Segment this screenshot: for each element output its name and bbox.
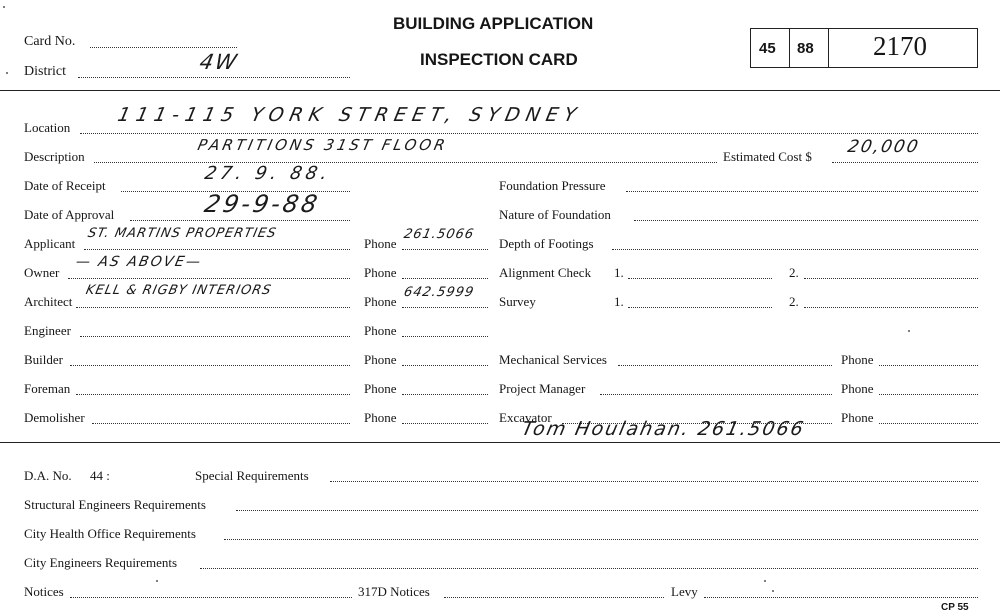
architect-label: Architect — [24, 294, 73, 309]
excavator-label: Excavator — [499, 410, 552, 425]
317d-notices-label: 317D Notices — [358, 584, 430, 599]
owner-value: — AS ABOVE— — [74, 254, 204, 270]
district-line — [78, 77, 350, 78]
foreman-line — [76, 394, 350, 395]
mechanical-services-phone-line — [879, 365, 978, 366]
owner-phone-line — [402, 278, 488, 279]
alignment-check-line2 — [804, 278, 978, 279]
ref-box-3-value: 2170 — [873, 31, 927, 61]
location-line — [80, 133, 978, 134]
notices-line — [70, 597, 352, 598]
date-of-receipt-label: Date of Receipt — [24, 178, 106, 193]
card-title-line2: INSPECTION CARD — [420, 50, 578, 69]
nature-of-foundation-line — [634, 220, 978, 221]
applicant-phone-value: 261.5066 — [402, 227, 476, 242]
applicant-value: ST. MARTINS PROPERTIES — [86, 226, 278, 241]
scan-speck — [3, 6, 5, 8]
alignment-check-label: Alignment Check — [499, 265, 592, 280]
excavator-value: Tom Houlahan. 261.5066 — [519, 418, 808, 440]
applicant-phone-label: Phone — [364, 236, 397, 251]
scan-speck — [772, 590, 774, 592]
project-manager-phone-label: Phone — [841, 381, 874, 396]
ref-box-1-value: 45 — [759, 40, 776, 57]
da-no-label: D.A. No. — [24, 468, 72, 483]
applicant-label: Applicant — [24, 236, 76, 251]
mechanical-services-label: Mechanical Services — [499, 352, 607, 367]
description-line — [94, 162, 717, 163]
levy-line — [704, 597, 978, 598]
demolisher-label: Demolisher — [24, 410, 85, 425]
317d-notices-line — [444, 597, 664, 598]
mechanical-services-phone-label: Phone — [841, 352, 874, 367]
owner-label: Owner — [24, 265, 60, 280]
builder-phone-line — [402, 365, 488, 366]
architect-line — [76, 307, 350, 308]
estimated-cost-label: Estimated Cost $ — [723, 149, 812, 164]
header-divider — [0, 90, 1000, 91]
engineer-phone-line — [402, 336, 488, 337]
city-engineers-line — [200, 568, 978, 569]
description-value: PARTITIONS 31ST FLOOR — [196, 136, 450, 154]
owner-line — [68, 278, 350, 279]
engineer-label: Engineer — [24, 323, 71, 338]
foreman-label: Foreman — [24, 381, 71, 396]
city-health-label: City Health Office Requirements — [24, 526, 196, 541]
date-of-approval-label: Date of Approval — [24, 207, 115, 222]
card-no-label: Card No. — [24, 34, 76, 49]
depth-of-footings-line — [612, 249, 978, 250]
city-health-line — [224, 539, 978, 540]
lower-divider — [0, 442, 1000, 443]
demolisher-line — [92, 423, 350, 424]
applicant-line — [84, 249, 350, 250]
survey-num1: 1. — [614, 294, 624, 309]
structural-engineers-line — [236, 510, 978, 511]
foreman-phone-label: Phone — [364, 381, 397, 396]
demolisher-phone-label: Phone — [364, 410, 397, 425]
excavator-phone-label: Phone — [841, 410, 874, 425]
owner-phone-label: Phone — [364, 265, 397, 280]
alignment-check-num1: 1. — [614, 265, 624, 280]
engineer-phone-label: Phone — [364, 323, 397, 338]
survey-line1 — [628, 307, 772, 308]
architect-phone-label: Phone — [364, 294, 397, 309]
scan-speck — [156, 580, 158, 582]
builder-phone-label: Phone — [364, 352, 397, 367]
special-requirements-label: Special Requirements — [195, 468, 309, 483]
architect-phone-line — [402, 307, 488, 308]
estimated-cost-value: 20,000 — [845, 137, 922, 157]
depth-of-footings-label: Depth of Footings — [499, 236, 594, 251]
notices-label: Notices — [24, 584, 64, 599]
project-manager-phone-line — [879, 394, 978, 395]
alignment-check-num2: 2. — [789, 265, 799, 280]
architect-phone-value: 642.5999 — [402, 285, 476, 300]
foundation-pressure-line — [626, 191, 978, 192]
scan-speck — [908, 330, 910, 332]
ref-box-2-value: 88 — [797, 40, 814, 57]
scan-speck — [6, 72, 8, 74]
structural-engineers-label: Structural Engineers Requirements — [24, 497, 206, 512]
survey-label: Survey — [499, 294, 536, 309]
excavator-phone-line — [879, 423, 978, 424]
scan-speck — [764, 580, 766, 582]
project-manager-label: Project Manager — [499, 381, 586, 396]
card-no-line — [90, 47, 237, 48]
special-requirements-line — [330, 481, 978, 482]
city-engineers-label: City Engineers Requirements — [24, 555, 178, 570]
da-no-value: 44 : — [90, 468, 110, 483]
date-of-receipt-value: 27. 9. 88. — [202, 163, 334, 184]
survey-num2: 2. — [789, 294, 799, 309]
engineer-line — [80, 336, 350, 337]
builder-line — [70, 365, 350, 366]
card-title-line1: BUILDING APPLICATION — [393, 14, 594, 33]
date-of-approval-line — [130, 220, 350, 221]
form-code: CP 55 — [941, 602, 969, 613]
district-value: 4W — [197, 50, 241, 74]
description-label: Description — [24, 149, 85, 164]
levy-label: Levy — [671, 584, 698, 599]
survey-line2 — [804, 307, 978, 308]
estimated-cost-line — [832, 162, 978, 163]
foreman-phone-line — [402, 394, 488, 395]
builder-label: Builder — [24, 352, 63, 367]
nature-of-foundation-label: Nature of Foundation — [499, 207, 611, 222]
district-label: District — [24, 64, 66, 79]
project-manager-line — [600, 394, 832, 395]
location-value: 111-115 YORK STREET, SYDNEY — [115, 104, 585, 126]
architect-value: KELL & RIGBY INTERIORS — [84, 283, 274, 298]
applicant-phone-line — [402, 249, 488, 250]
foundation-pressure-label: Foundation Pressure — [499, 178, 606, 193]
mechanical-services-line — [618, 365, 832, 366]
location-label: Location — [24, 120, 71, 135]
demolisher-phone-line — [402, 423, 488, 424]
date-of-approval-value: 29-9-88 — [202, 190, 323, 218]
alignment-check-line1 — [628, 278, 772, 279]
